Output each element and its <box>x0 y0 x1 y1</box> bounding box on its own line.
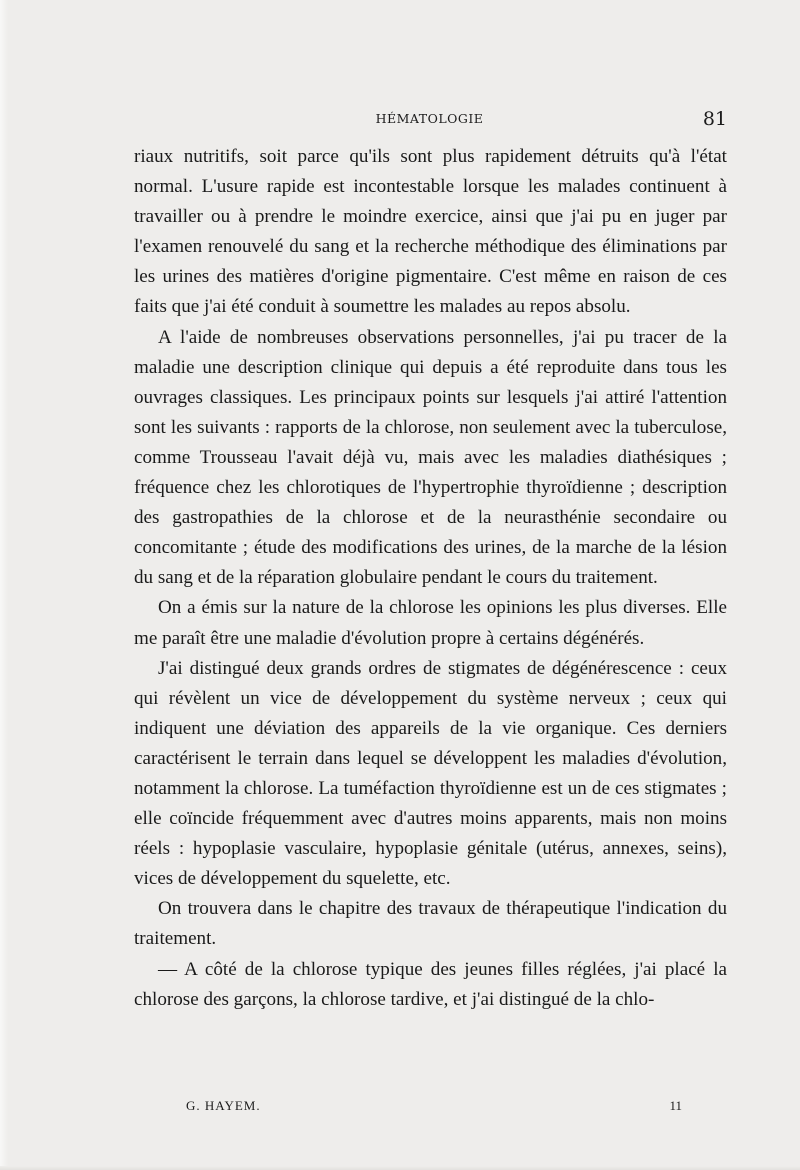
author-initial: G. H <box>186 1098 216 1113</box>
page-bottom-shade <box>0 1166 800 1170</box>
author-signature <box>186 1098 261 1114</box>
paragraph-treatment: On trouvera dans le chapitre des travaux de thérapeutique l'indication du traitement. <box>134 898 727 950</box>
paragraph-clinical-description: A l'aide de nombreuses observations personnelles, j'ai pu tracer de la maladie une description clinique qui depuis a été reproduite dans tous les ouvrages classiques. Les principaux points sur lesquels j'ai attiré l'attention sont les suivants : rapports de la chlorose, non seulement avec la tuberculose, comme Trousseau l'avait déjà vu, mais avec les maladies diathésiques ; fréquence chez les chlorotiques de l'hypertrophie thyroïdienne ; description des gastropathies de la chlorose et de la neurasthénie secondaire ou concomitante ; étude des modifications des urines, de la marche de la lésion du sang et de la réparation globulaire pendant le cours du traitement. <box>134 326 727 589</box>
paragraph-continuation: riaux nutritifs, soit parce qu'ils sont plus rapidement détruits qu'à l'état normal. L'usure rapide est incontestable lorsque les malades continuent à travailler ou à prendre le moindre exercice, ainsi que j'ai pu en juger par l'examen renouvelé du sang et la recherche méthodique des éliminations par les urines des matières d'origine pigmentaire. C'est même en raison de ces faits que j'ai été conduit à soumettre les malades au repos absolu. <box>134 146 727 318</box>
paragraph-stigmata: J'ai distingué deux grands ordres de stigmates de dégénérescence : ceux qui révèlent un vice de développement du système nerveux ; ceux qui indiquent une déviation des appareils de la vie organique. Ces derniers caractérisent le terrain dans lequel se développent les maladies d'évolution, notamment la chlorose. La tuméfaction thyroïdienne est un de ces stigmates ; elle coïncide fréquemment avec d'autres moins apparents, mais non moins réels : hypoplasie vasculaire, hypoplasie génitale (utérus, annexes, seins), vices de développement du squelette, etc. <box>134 657 727 890</box>
sheet-number: 11 <box>669 1098 682 1113</box>
page-number: 81 <box>702 108 727 130</box>
running-title: HÉMATOLOGIE <box>375 111 484 126</box>
paragraph-chlorosis-types: — A côté de la chlorose typique des jeunes filles réglées, j'ai placé la chlorose des garçons, la chlorose tardive, et j'ai distingué de la chlo- <box>134 958 727 1010</box>
page-footer <box>186 1098 682 1118</box>
author-name-rest: AYEM. <box>215 1098 261 1113</box>
body-text <box>134 142 727 1015</box>
paragraph-nature-of-chlorosis: On a émis sur la nature de la chlorose les opinions les plus diverses. Elle me paraît être une maladie d'évolution propre à certains dégénérés. <box>134 597 727 649</box>
running-head <box>132 108 727 132</box>
